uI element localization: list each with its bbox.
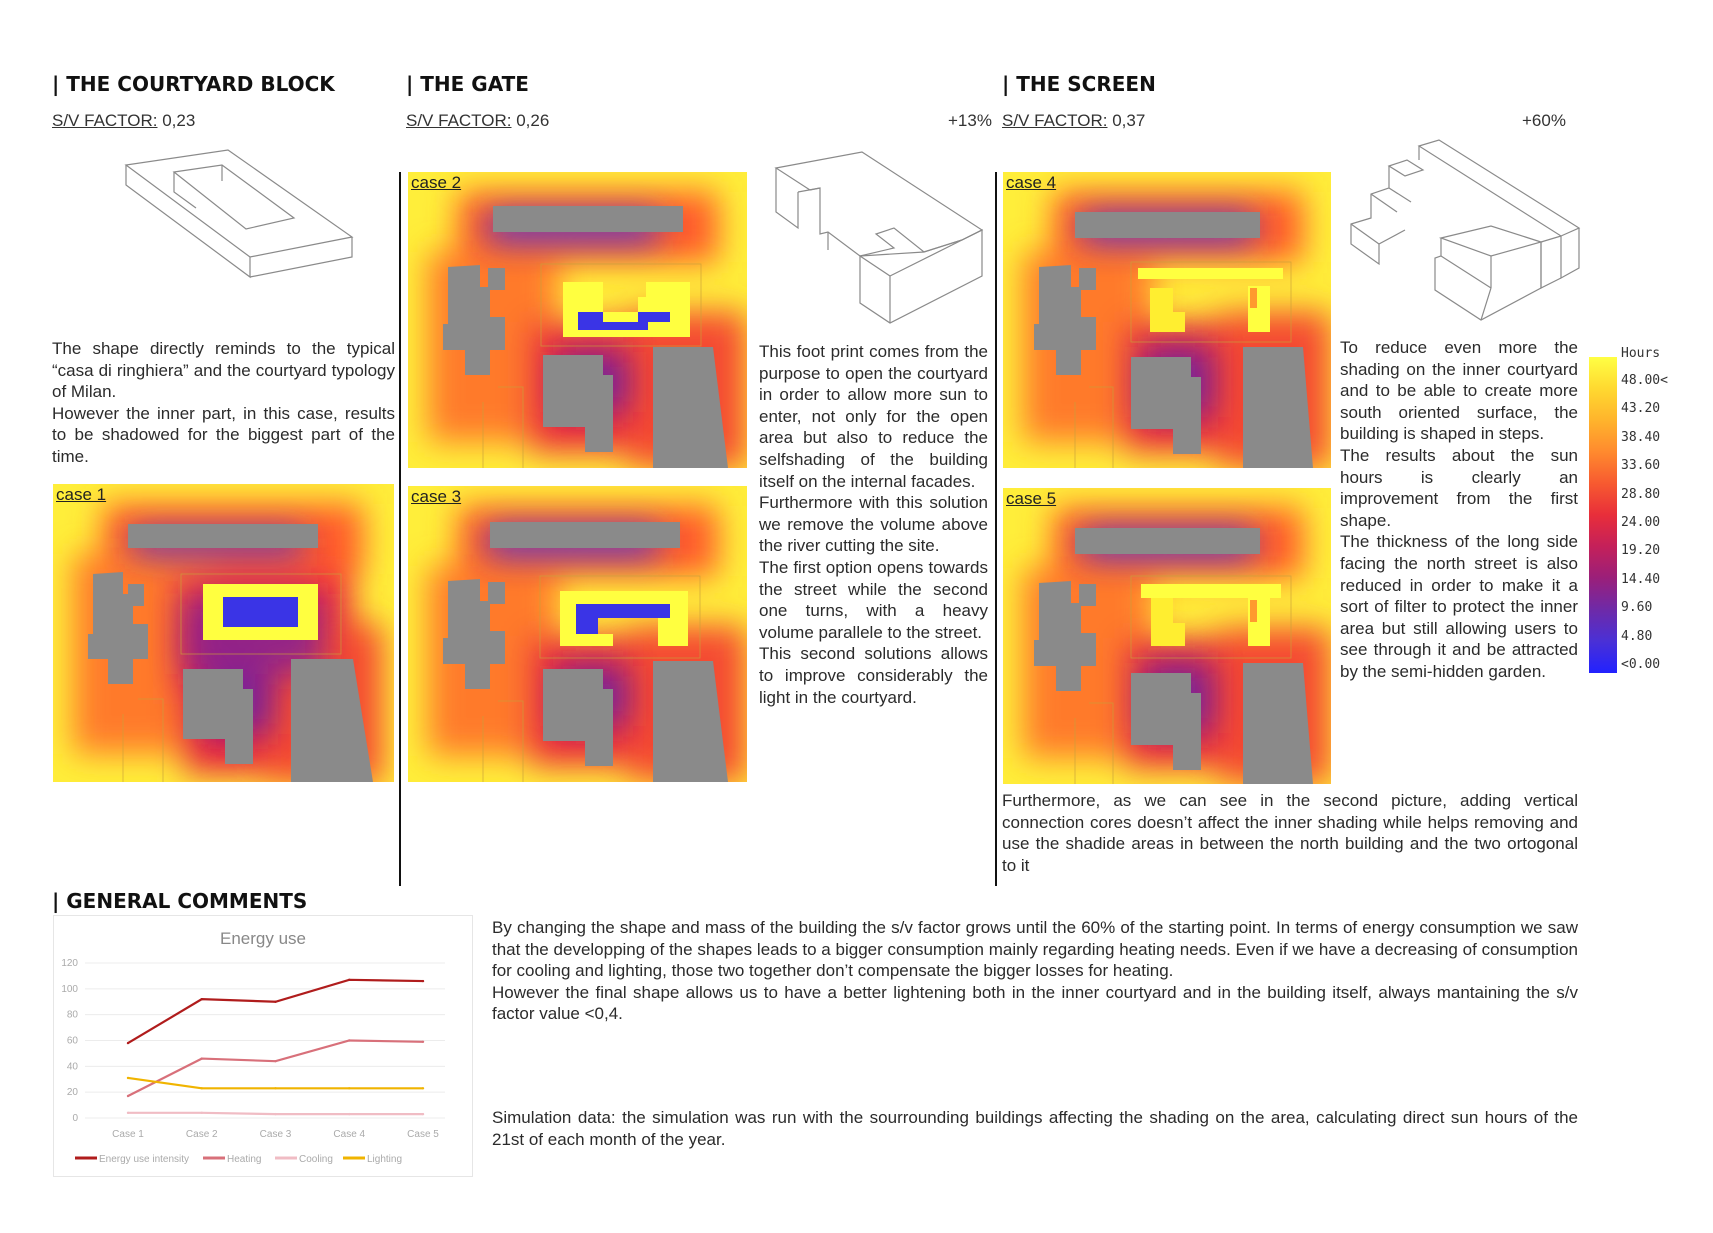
- x-tick-label: Case 3: [259, 1129, 292, 1140]
- sun-hours-map-case-2: [408, 172, 747, 468]
- x-tick-label: Case 4: [333, 1129, 366, 1140]
- case-4-label: case 4: [1006, 173, 1057, 192]
- case-1-label: case 1: [56, 485, 107, 504]
- legend-label: 4.80: [1621, 628, 1653, 644]
- screen-text-3: The thickness of the long side facing the north street is also reduced in order to make it a sort of filter to protect the inner area but still allowing users to see through it and be attracted by the semi-hidden garden.: [1340, 532, 1578, 681]
- legend-label: 19.20: [1621, 543, 1661, 559]
- legend-label: 9.60: [1621, 600, 1653, 616]
- y-tick-label: 20: [66, 1087, 78, 1099]
- screen-sv-factor: [1002, 111, 1145, 131]
- data-point: [274, 1060, 276, 1062]
- general-comments-text: [492, 917, 1578, 1025]
- y-tick-label: 80: [66, 1009, 78, 1021]
- sun-hours-map-case-4: [1003, 172, 1331, 468]
- screen-text-1: To reduce even more the shading on the inner courtyard and to be able to create more south oriented surface, the building is shaped in steps.: [1340, 338, 1578, 444]
- energy-use-chart: [53, 915, 473, 1177]
- y-tick-label: 0: [72, 1113, 78, 1124]
- chart-title: Energy use: [220, 929, 306, 948]
- data-point: [348, 1039, 350, 1041]
- sv-factor-value: 0,37: [1107, 111, 1146, 130]
- screen-description: [1340, 337, 1578, 683]
- gate-sv-increase: +13%: [948, 111, 992, 130]
- data-point: [422, 980, 424, 982]
- gate-text-4: This second solutions allows to improve considerably the light in the courtyard.: [759, 644, 988, 707]
- data-point: [348, 1087, 350, 1089]
- section-divider-1: [399, 172, 401, 886]
- legend-label: 14.40: [1621, 571, 1661, 587]
- data-point: [348, 979, 350, 981]
- sun-hours-map-case-1: [53, 484, 394, 782]
- screen-axonometric: [1341, 138, 1581, 333]
- data-point: [422, 1113, 424, 1115]
- legend-label: <0.00: [1621, 657, 1661, 672]
- gate-axonometric: [772, 148, 994, 333]
- legend-entry: Lighting: [367, 1154, 403, 1165]
- sun-hours-map-case-5: [1003, 488, 1331, 784]
- sv-factor-value: 0,23: [157, 111, 196, 130]
- legend-entry: Cooling: [299, 1154, 333, 1165]
- legend-label: 33.60: [1621, 458, 1661, 474]
- courtyard-block-axonometric: [120, 145, 360, 335]
- sun-hours-legend-bar: [1589, 357, 1617, 673]
- case-2-label: case 2: [411, 173, 462, 192]
- sun-hours-map-case-3: [408, 486, 747, 782]
- data-point: [274, 1113, 276, 1115]
- gate-description: [759, 341, 988, 708]
- y-tick-label: 100: [61, 983, 78, 995]
- case-5-label: case 5: [1006, 489, 1057, 508]
- section-divider-2: [995, 172, 997, 886]
- data-point: [201, 1057, 203, 1059]
- data-point: [201, 1087, 203, 1089]
- general-text-1: By changing the shape and mass of the building the s/v factor grows until the 60% of the starting point. In terms of energy consumption we saw that the developping of the shapes leads to a bigger consumption mainly regarding heating needs. Even if we have a decreasing of consumption for cooling and lighting, those two together don’t compensate the bigger losses for heating.: [492, 918, 1578, 981]
- general-comments-heading: | GENERAL COMMENTS: [52, 889, 308, 913]
- simulation-data-text: Simulation data: the simulation was run with the sourrounding buildings affecting the shading on the area, calculating direct sun hours of the 21st of each month of the year.: [492, 1108, 1578, 1149]
- courtyard-text-1: The shape directly reminds to the typical “casa di ringhiera” and the courtyard typology of Milan.: [52, 339, 395, 402]
- courtyard-text-2: However the inner part, in this case, results to be shadowed for the biggest part of the time.: [52, 403, 395, 466]
- x-tick-label: Case 1: [112, 1129, 144, 1140]
- legend-label: 24.00: [1621, 515, 1661, 530]
- y-tick-label: 40: [66, 1061, 78, 1073]
- courtyard-sv-factor: [52, 111, 195, 131]
- screen-additional-text: Furthermore, as we can see in the second picture, adding vertical connection cores doesn’t affect the inner shading while helps removing and use the shadide areas in between the north building and the two ortogonal to it: [1002, 791, 1578, 875]
- screen-sv-increase: +60%: [1522, 111, 1566, 130]
- courtyard-heading: | THE COURTYARD BLOCK: [52, 72, 335, 96]
- x-tick-label: Case 5: [407, 1129, 439, 1140]
- sv-factor-label: S/V FACTOR:: [52, 111, 158, 130]
- legend-label: 28.80: [1621, 486, 1661, 502]
- data-point: [127, 1042, 129, 1044]
- gate-text-1: This foot print comes from the purpose to open the courtyard in order to allow more sun to enter, not only for the open area but also to reduce the selfshading of the building itself on the internal facades.: [759, 342, 988, 491]
- data-point: [201, 998, 203, 1000]
- data-point: [127, 1095, 129, 1097]
- data-point: [127, 1112, 129, 1114]
- gate-text-3: The first option opens towards the street while the second one turns, with a heavy volume parallele to the street.: [759, 557, 988, 642]
- y-tick-label: 60: [66, 1035, 78, 1047]
- case-3-label: case 3: [411, 487, 462, 506]
- legend-label: 38.40: [1621, 429, 1661, 445]
- data-point: [127, 1077, 129, 1079]
- gate-heading: | THE GATE: [406, 72, 529, 96]
- gate-text-2: Furthermore with this solution we remove the volume above the river cutting the site.: [759, 493, 988, 556]
- sv-factor-label: S/V FACTOR:: [1002, 111, 1108, 130]
- data-point: [201, 1112, 203, 1114]
- courtyard-description: [52, 338, 395, 468]
- y-tick-label: 120: [61, 958, 78, 969]
- sv-factor-value: 0,26: [511, 111, 550, 130]
- data-point: [422, 1041, 424, 1043]
- general-text-2: However the final shape allows us to have a better lightening both in the inner courtyard and in the building itself, always mantaining the s/v factor value <0,4.: [492, 982, 1578, 1024]
- x-tick-label: Case 2: [185, 1129, 218, 1140]
- screen-text-2: The results about the sun hours is clearly an improvement from the first shape.: [1340, 445, 1578, 530]
- data-point: [422, 1087, 424, 1089]
- legend-title: Hours: [1621, 346, 1661, 361]
- legend-entry: Energy use intensity: [99, 1154, 190, 1165]
- legend-label: 43.20: [1621, 401, 1661, 417]
- legend-entry: Heating: [227, 1154, 262, 1165]
- sv-factor-label: S/V FACTOR:: [406, 111, 512, 130]
- screen-heading: | THE SCREEN: [1002, 72, 1156, 96]
- legend-label: 48.00<: [1621, 373, 1668, 388]
- data-point: [274, 1001, 276, 1003]
- data-point: [348, 1113, 350, 1115]
- data-point: [274, 1087, 276, 1089]
- gate-sv-factor: [406, 111, 549, 131]
